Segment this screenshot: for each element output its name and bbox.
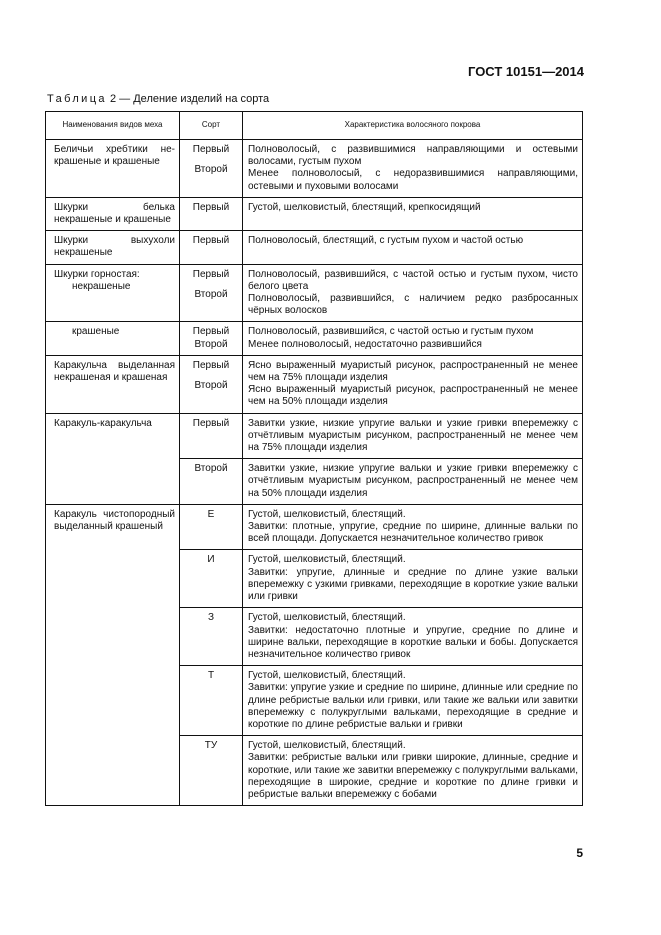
grade-cell [180, 608, 243, 666]
grades-table [45, 111, 583, 806]
table-row [46, 197, 583, 230]
characteristics-cell [243, 666, 583, 736]
characteristics-cell [243, 355, 583, 413]
characteristic: Полноволосый, развившийся, с частой остью и густым пухом [248, 326, 534, 338]
table-row [46, 504, 583, 550]
characteristic: Густой, шелковистый, блестящий. [248, 554, 406, 566]
characteristic: Густой, шелковистый, блестящий, крепкосидящий [248, 201, 481, 213]
fur-name [46, 264, 180, 322]
table-caption-prefix: Таблица [47, 93, 107, 105]
characteristic: Густой, шелковистый, блестящий. [248, 612, 406, 624]
grade: И [207, 554, 215, 566]
grade-cell [180, 504, 243, 550]
characteristic: Полноволосый, развившийся, с частой остью и густым пухом, чисто белого цвета [248, 268, 578, 292]
characteristics-cell [243, 413, 583, 459]
fur-name [46, 322, 180, 355]
grade-cell [180, 459, 243, 505]
grade-cell [180, 413, 243, 459]
page-number: 5 [576, 846, 583, 860]
document-code: ГОСТ 10151—2014 [468, 64, 584, 79]
characteristics-cell [243, 197, 583, 230]
grade: Т [207, 670, 215, 682]
fur-name: Шкурки выхухоли некрашеные [46, 231, 180, 264]
grade: Второй [194, 338, 228, 350]
fur-name-main: Шкурки горностая: [54, 268, 140, 280]
characteristics-cell [243, 736, 583, 806]
characteristic: Полноволосый, с развившимися направляющими и остевыми волосами, густым пухом [248, 144, 578, 168]
grade-cell [180, 264, 243, 322]
grade: Первый [192, 144, 230, 155]
table-caption-title: — Деление изделий на сорта [116, 93, 270, 105]
table-header-row [46, 112, 583, 140]
table-row [46, 322, 583, 355]
grade-cell [180, 322, 243, 355]
table-caption [47, 93, 269, 105]
table-caption-number: 2 [110, 93, 117, 105]
header-characteristics: Характеристика волосяного покрова [243, 112, 583, 140]
characteristic: Менее полноволосый, с недоразвившимися направляющими, остевыми и пуховыми волосами [248, 168, 578, 192]
characteristic: Завитки: плотные, упругие, средние по ширине, длинные вальки по всей площади. Допускается незначительное количество гривок [248, 521, 578, 545]
grade: Второй [194, 463, 228, 475]
table-row [46, 264, 583, 322]
table-row [46, 140, 583, 198]
fur-name: Шкурки белька некрашеные и крашеные [46, 197, 180, 230]
characteristic: Завитки: недостаточно плотные и упругие, средние по длине и ширине вальки, переходящие в короткие вальки и бобы. Допускается незначительное количество гривок [248, 624, 578, 660]
characteristics-cell [243, 231, 583, 264]
characteristics-cell [243, 459, 583, 505]
fur-subname: некрашеные [72, 280, 131, 292]
grade: Первый [192, 268, 230, 280]
grade: Второй [194, 380, 228, 392]
characteristics-cell [243, 264, 583, 322]
grade: Первый [192, 235, 230, 247]
characteristic: Завитки: упругие, длинные и средние по длине узкие вальки вперемежку с узкими гривками, переходящие в короткие узкие вальки или гривки [248, 566, 578, 603]
characteristic: Полноволосый, блестящий, с густым пухом и частой остью [248, 235, 524, 247]
characteristic: Густой, шелковистый, блестящий. [248, 740, 406, 752]
grade: ТУ [204, 740, 218, 752]
fur-name: Беличьи хребтики не-крашеные и крашеные [46, 140, 180, 198]
characteristic: Густой, шелковистый, блестящий. [248, 670, 406, 682]
fur-name: Каракуль-каракульча [46, 413, 180, 504]
characteristic: Полноволосый, развившийся, с наличием редко разбросанных чёрных волосков [248, 293, 578, 317]
grade-cell [180, 231, 243, 264]
characteristic: Завитки узкие, низкие упругие вальки и узкие гривки вперемежку с отчётливым муаристым рисунком, распространенный не менее чем на 75% площади изделия [248, 417, 578, 454]
fur-name: Каракуль чистопородный выделанный крашеный [46, 504, 180, 805]
table-row [46, 231, 583, 264]
grade-cell [180, 736, 243, 806]
table-row [46, 355, 583, 413]
fur-name: Каракульча выделанная некрашеная и крашеная [46, 355, 180, 413]
grade: Второй [194, 288, 228, 300]
characteristic: Ясно выраженный муаристый рисунок, распространенный не менее чем на 75% площади изделия [248, 359, 578, 384]
characteristics-cell [243, 608, 583, 666]
characteristic: Завитки: ребристые вальки или гривки широкие, длинные, средние и короткие, или такие же завитки вперемежку с полукруглыми вальками, переходящие в широкие, средние и короткие по длине гривки и ребристые вальки вперемежку с бобами [248, 752, 578, 800]
grade: Первый [192, 417, 230, 429]
characteristics-cell [243, 504, 583, 550]
grade-cell [180, 355, 243, 413]
characteristic: Менее полноволосый, недостаточно развившийся [248, 338, 482, 350]
characteristic: Густой, шелковистый, блестящий. [248, 508, 406, 520]
characteristics-cell [243, 322, 583, 355]
grade: Первый [192, 326, 230, 338]
grade: Первый [192, 359, 230, 371]
header-fur-type: Наименования видов меха [46, 112, 180, 140]
characteristics-cell [243, 140, 583, 198]
fur-subname: крашеные [72, 326, 120, 338]
grade: Первый [192, 201, 230, 213]
characteristic: Завитки узкие, низкие упругие вальки и узкие гривки вперемежку с отчётливым муаристым рисунком, распространенный не менее чем на 50% площади изделия [248, 463, 578, 499]
grade-cell [180, 197, 243, 230]
table-row [46, 413, 583, 459]
grade-cell [180, 666, 243, 736]
characteristic: Ясно выраженный муаристый рисунок, распространенный не менее чем на 50% площади изделия [248, 384, 578, 408]
characteristics-cell [243, 550, 583, 608]
grade: З [207, 612, 215, 624]
characteristic: Завитки: упругие узкие и средние по ширине, длинные или средние по длине ребристые вальки или гривки, или такие же вальки или завитки вперемежку с полукруглыми вальками, переходящие в средние и короткие по длине ребристые вальки и гривки [248, 682, 578, 730]
grade: Е [207, 508, 215, 520]
grade: Второй [194, 164, 228, 176]
grade-cell [180, 140, 243, 198]
grade-cell [180, 550, 243, 608]
header-grade: Сорт [180, 112, 243, 140]
